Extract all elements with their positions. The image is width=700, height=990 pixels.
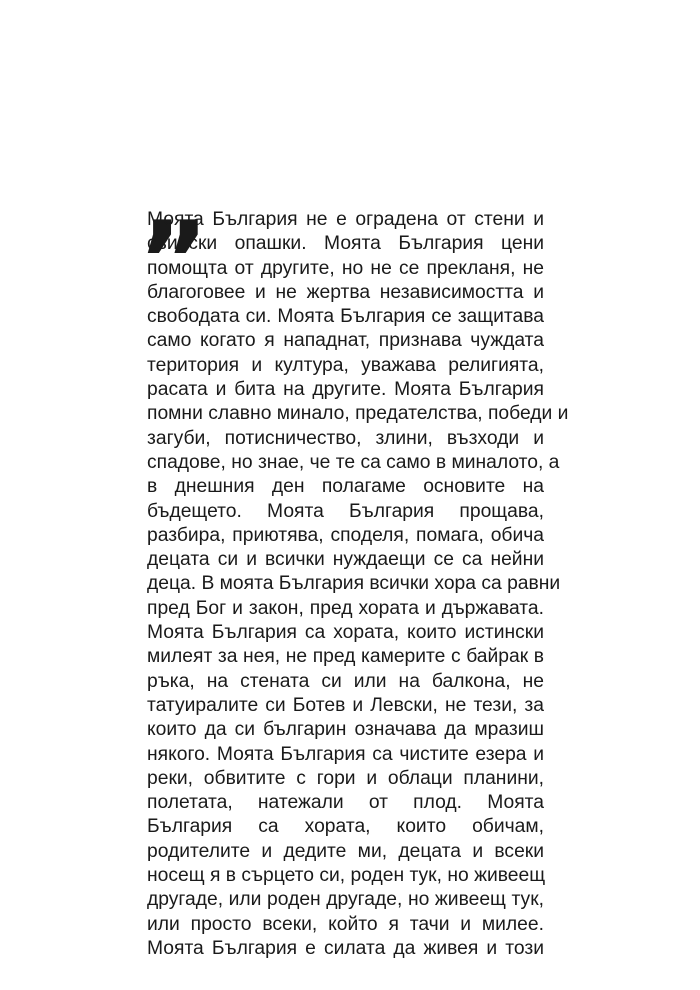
text-line: загуби, потисничество, злини, възходи и xyxy=(147,427,544,449)
text-line: расата и бита на другите. Моята България xyxy=(147,379,544,401)
text-line: децата си и всички нуждаещи се са нейни xyxy=(147,549,544,571)
text-line: територия и култура, уважава религията, xyxy=(147,354,544,376)
text-line: благоговее и не жертва независимостта и xyxy=(147,281,544,303)
text-line: само когато я нападнат, признава чуждата xyxy=(147,330,544,352)
text-line: бъдещето. Моята България прощава, xyxy=(147,500,544,522)
opening-quote-mark: „ xyxy=(140,141,201,266)
text-line: свободата си. Моята България се защитава xyxy=(147,306,544,328)
text-line: спадове, но знае, че те са само в миналото, а xyxy=(147,451,560,473)
body-paragraph xyxy=(147,208,569,961)
text-line: милеят за нея, не пред камерите с байрак в xyxy=(147,646,544,668)
text-line: които да си българин означава да мразиш xyxy=(147,719,544,741)
text-line: Моята България е силата да живея и този xyxy=(147,937,544,959)
text-line: разбира, приютява, споделя, помага, обича xyxy=(147,524,544,546)
text-line: другаде, или роден другаде, но живеещ тук, xyxy=(147,889,544,911)
text-line: Моята България са хората, които истински xyxy=(147,622,544,644)
text-line: или просто всеки, който я тачи и милее. xyxy=(147,913,544,935)
text-line: помни славно минало, предателства, победи и xyxy=(147,403,569,425)
text-line: в днешния ден полагаме основите на xyxy=(147,476,544,498)
text-line: Моята България не е оградена от стени и xyxy=(147,209,544,230)
text-line: някого. Моята България са чистите езера и xyxy=(147,743,544,765)
text-line: татуиралите си Ботев и Левски, не тези, за xyxy=(147,694,544,716)
text-line: пред Бог и закон, пред хората и държавата. xyxy=(147,597,544,619)
text-line: реки, обвитите с гори и облаци планини, xyxy=(147,767,544,789)
text-line: родителите и дедите ми, децата и всеки xyxy=(147,840,544,862)
text-line: полетата, натежали от плод. Моята xyxy=(147,792,544,814)
text-line: деца. В моята България всички хора са равни xyxy=(147,573,561,595)
text-line: носещ я в сърцето си, роден тук, но живеещ xyxy=(147,865,546,887)
text-line: помощта от другите, но не се прекланя, не xyxy=(147,257,544,279)
text-line: свински опашки. Моята България цени xyxy=(147,233,544,255)
text-line: ръка, на стената си или на балкона, не xyxy=(147,670,544,692)
text-line: България са хората, които обичам, xyxy=(147,816,544,838)
